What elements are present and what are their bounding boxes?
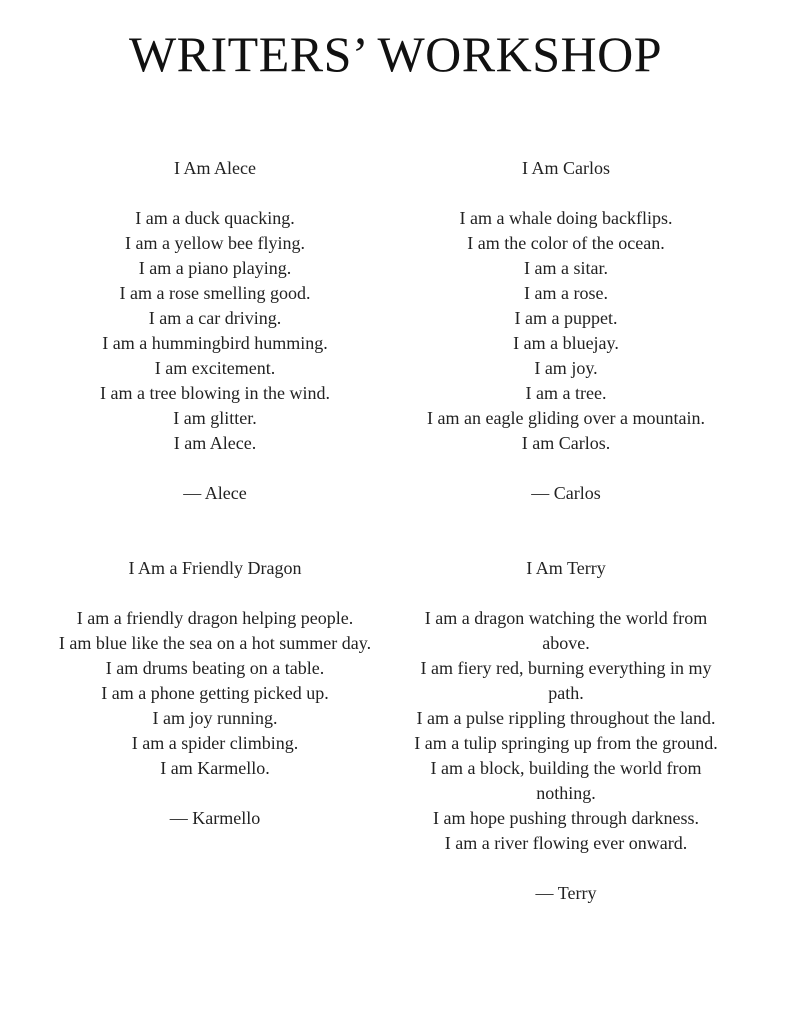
poem-line: I am a whale doing backflips. (459, 208, 673, 228)
poem-line: I am an eagle gliding over a mountain. (427, 408, 705, 428)
poem-author: — Carlos (531, 483, 601, 503)
poem-line: I am fiery red, burning everything in my path. (420, 658, 712, 703)
poem-line: I am the color of the ocean. (467, 233, 665, 253)
poem-line: I am blue like the sea on a hot summer day. (58, 633, 372, 653)
poem-line: I am a bluejay. (513, 333, 619, 353)
poem-line: I am Alece. (173, 433, 257, 453)
poem-line: I am a duck quacking. (135, 208, 295, 228)
poem-author: — Karmello (169, 808, 261, 828)
poem-line: I am hope pushing through darkness. (433, 808, 699, 828)
poem-line: I am a block, building the world from nothing. (430, 758, 702, 803)
poem-lines (401, 206, 731, 456)
poem-line: I am a tree. (525, 383, 607, 403)
poem-line: I am a phone getting picked up. (101, 683, 329, 703)
poem-lines (50, 606, 380, 781)
poem-line: I am glitter. (173, 408, 257, 428)
poem-line: I am joy running. (152, 708, 278, 728)
poem-line: I am a sitar. (524, 258, 608, 278)
poem-line: I am a tree blowing in the wind. (100, 383, 330, 403)
poem-line: I am a puppet. (514, 308, 618, 328)
poem-line: I am a dragon watching the world from above. (424, 608, 708, 653)
poem-carlos (401, 156, 731, 506)
poem-line: I am a spider climbing. (131, 733, 299, 753)
poem-lines (50, 206, 380, 456)
poem-title: I Am Alece (174, 158, 256, 178)
poem-line: I am a yellow bee flying. (125, 233, 305, 253)
poem-line: I am a rose smelling good. (119, 283, 311, 303)
poem-line: I am a friendly dragon helping people. (76, 608, 354, 628)
poem-line: I am a car driving. (148, 308, 282, 328)
poem-line: I am a hummingbird humming. (102, 333, 328, 353)
poem-lines (401, 606, 731, 856)
page-title: WRITERS’ WORKSHOP (128, 26, 663, 82)
poem-line: I am joy. (534, 358, 598, 378)
poem-line: I am Karmello. (160, 758, 270, 778)
poem-title: I Am a Friendly Dragon (128, 558, 302, 578)
poem-line: I am Carlos. (521, 433, 611, 453)
poem-friendly-dragon (50, 556, 380, 831)
poem-title: I Am Carlos (522, 158, 610, 178)
poem-line: I am a river flowing ever onward. (444, 833, 688, 853)
poem-line: I am a tulip springing up from the ground. (414, 733, 718, 753)
poem-terry (401, 556, 731, 906)
poem-line: I am a piano playing. (138, 258, 292, 278)
poem-line: I am excitement. (154, 358, 276, 378)
poem-alece (50, 156, 380, 506)
poem-author: — Alece (183, 483, 247, 503)
poem-line: I am a pulse rippling throughout the land. (416, 708, 716, 728)
poem-line: I am a rose. (524, 283, 608, 303)
poem-title: I Am Terry (526, 558, 606, 578)
poem-line: I am drums beating on a table. (105, 658, 325, 678)
poem-author: — Terry (535, 883, 597, 903)
